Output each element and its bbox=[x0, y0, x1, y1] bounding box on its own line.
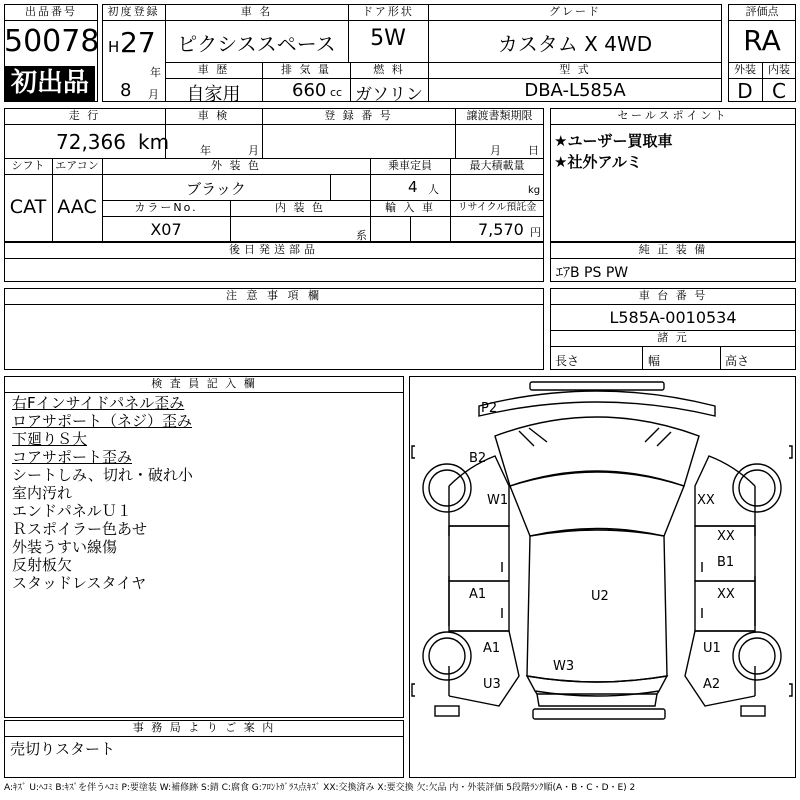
int-grade: C bbox=[772, 79, 786, 103]
inspector-note-line: 下廻りＳ大 bbox=[12, 430, 88, 448]
first-listing-text: 初出品 bbox=[10, 68, 89, 98]
lot-number: 50078 bbox=[4, 24, 100, 59]
year-unit: 年 bbox=[150, 66, 161, 79]
capacity: 4 bbox=[408, 178, 418, 196]
deadline-day-unit: 日 bbox=[528, 144, 539, 157]
equipment-value: ｴｱB PS PW bbox=[556, 265, 629, 281]
spec-grid bbox=[4, 108, 544, 242]
recycle-label: リサイクル預託金 bbox=[457, 202, 537, 213]
mark-a2: A2 bbox=[703, 677, 721, 692]
width-label: 幅 bbox=[648, 354, 661, 368]
model-code: DBA-L585A bbox=[524, 80, 626, 101]
inspector-note-line: 反射板欠 bbox=[12, 556, 73, 574]
sales-point-label: セールスポイント bbox=[617, 109, 729, 122]
interior-color-label: 内 装 色 bbox=[275, 201, 325, 214]
capacity-label: 乗車定員 bbox=[388, 159, 432, 172]
color: ブラック bbox=[186, 180, 246, 198]
caution-label: 注 意 事 項 欄 bbox=[226, 289, 322, 302]
height-label: 高さ bbox=[725, 354, 750, 368]
reg-month: 8 bbox=[120, 80, 132, 101]
chassis-label: 車 台 番 号 bbox=[638, 289, 708, 302]
mileage-unit: km bbox=[138, 130, 170, 154]
mark-w3: W3 bbox=[553, 659, 575, 674]
recycle-unit: 円 bbox=[530, 226, 541, 239]
score-label: 評価点 bbox=[745, 5, 779, 18]
mark-u3: U3 bbox=[483, 677, 501, 692]
inspector-label: 検 査 員 記 入 欄 bbox=[151, 377, 257, 390]
equipment-label: 純 正 装 備 bbox=[638, 243, 708, 256]
inspector-notes bbox=[4, 394, 400, 714]
door-type: 5W bbox=[370, 26, 406, 51]
reg-year: 27 bbox=[120, 26, 156, 59]
lot-label: 出品番号 bbox=[25, 5, 77, 18]
recycle: 7,570 bbox=[478, 220, 524, 239]
length-label: 長さ bbox=[555, 354, 580, 368]
selling-point-1: ★ユーザー買取車 bbox=[554, 132, 673, 150]
month-unit: 月 bbox=[148, 88, 159, 101]
inspection-label: 車 検 bbox=[197, 109, 230, 122]
ext-label: 外装 bbox=[734, 63, 756, 76]
inspector-note-line: 室内汚れ bbox=[12, 484, 73, 502]
inspector-note-line: シートしみ、切れ・破れ小 bbox=[12, 466, 193, 484]
office-text: 売切りスタート bbox=[10, 740, 116, 758]
score: RA bbox=[743, 24, 781, 57]
dims-label: 諸 元 bbox=[657, 331, 689, 344]
mark-xx-r2: XX bbox=[717, 587, 735, 602]
displacement: 660 bbox=[292, 80, 327, 101]
inspector-note-line: スタッドレスタイヤ bbox=[12, 574, 147, 592]
shift-label: シフト bbox=[11, 159, 45, 172]
insp-year-unit: 年 bbox=[200, 144, 211, 157]
insp-month-unit: 月 bbox=[248, 144, 259, 157]
grade: カスタム X 4WD bbox=[497, 32, 653, 56]
inspector-note-line: ロアサポート（ネジ）歪み bbox=[12, 412, 193, 430]
capacity-unit: 人 bbox=[428, 183, 439, 196]
mileage: 72,366 bbox=[56, 130, 126, 154]
inspector-note-line: 右Fインサイドパネル歪み bbox=[12, 394, 185, 412]
model-label: 型 式 bbox=[559, 63, 591, 76]
grade-label: グレード bbox=[549, 5, 601, 18]
load-label: 最大積載量 bbox=[469, 159, 525, 172]
legend: A:ｷｽﾞ U:ﾍｺﾐ B:ｷｽﾞを伴うﾍｺﾐ P:要塗装 W:補修跡 S:錆 C:腐食 G:ﾌﾛﾝﾄｶﾞﾗｽ点ｷｽﾞ XX:交換済み X:要交換 欠:欠品 内・外装評価 5段階ﾗﾝｸ順(A・B・C・D・E) 2 bbox=[4, 783, 636, 793]
color-label: 外 装 色 bbox=[211, 159, 261, 172]
selling-point-2: ★社外アルミ bbox=[554, 153, 642, 171]
ext-grade: D bbox=[737, 79, 753, 103]
ac-label: エアコン bbox=[55, 159, 99, 172]
mileage-label: 走 行 bbox=[68, 109, 101, 122]
mark-p2: P2 bbox=[481, 401, 498, 416]
color-no: X07 bbox=[150, 220, 182, 239]
sales-point-box bbox=[550, 108, 796, 242]
disp-label: 排 気 量 bbox=[281, 63, 331, 76]
fuel: ガソリン bbox=[355, 85, 423, 105]
disp-unit: cc bbox=[330, 86, 343, 99]
color-no-label: カラーNo. bbox=[134, 201, 198, 214]
reg-no-label: 登 録 番 号 bbox=[324, 109, 393, 122]
door-label: ドア形状 bbox=[362, 5, 414, 18]
car-diagram bbox=[409, 376, 796, 778]
mark-xx-fr: XX bbox=[697, 493, 715, 508]
name-label: 車 名 bbox=[240, 5, 273, 18]
mark-a1-l: A1 bbox=[469, 587, 487, 602]
inspector-note-line: エンドパネルＵ１ bbox=[12, 502, 132, 520]
mark-a1-lr: A1 bbox=[483, 641, 501, 656]
office-label: 事 務 局 よ り ご 案 内 bbox=[132, 721, 276, 734]
inspector-note-line: Ｒスポイラー色あせ bbox=[12, 520, 148, 538]
mark-w1: W1 bbox=[487, 493, 509, 508]
inspector-note-line: コアサポート歪み bbox=[12, 448, 133, 466]
deadline-month-unit: 月 bbox=[490, 144, 501, 157]
chassis-number: L585A-0010534 bbox=[609, 308, 737, 327]
import-label: 輸 入 車 bbox=[385, 201, 435, 214]
reg-label: 初度登録 bbox=[107, 5, 160, 18]
deadline-label: 譲渡書類期限 bbox=[466, 109, 533, 122]
inspector-note-line: 外装うすい線傷 bbox=[12, 538, 118, 556]
shift: CAT bbox=[9, 196, 47, 218]
history-label: 車 歴 bbox=[197, 63, 230, 76]
car-name: ピクシススペース bbox=[177, 32, 336, 56]
mark-u1: U1 bbox=[703, 641, 721, 656]
load-unit: kg bbox=[528, 185, 541, 196]
fuel-label: 燃 料 bbox=[373, 63, 405, 76]
mark-u2: U2 bbox=[591, 589, 609, 604]
history: 自家用 bbox=[186, 84, 241, 105]
mark-b1: B1 bbox=[717, 555, 735, 570]
mark-b2: B2 bbox=[469, 451, 487, 466]
mark-xx-r1: XX bbox=[717, 529, 735, 544]
era: H bbox=[108, 38, 120, 56]
int-label: 内装 bbox=[768, 63, 790, 76]
ac: AAC bbox=[57, 196, 97, 218]
interior-suffix: 系 bbox=[356, 229, 367, 242]
later-parts-label: 後日発送部品 bbox=[229, 243, 319, 256]
